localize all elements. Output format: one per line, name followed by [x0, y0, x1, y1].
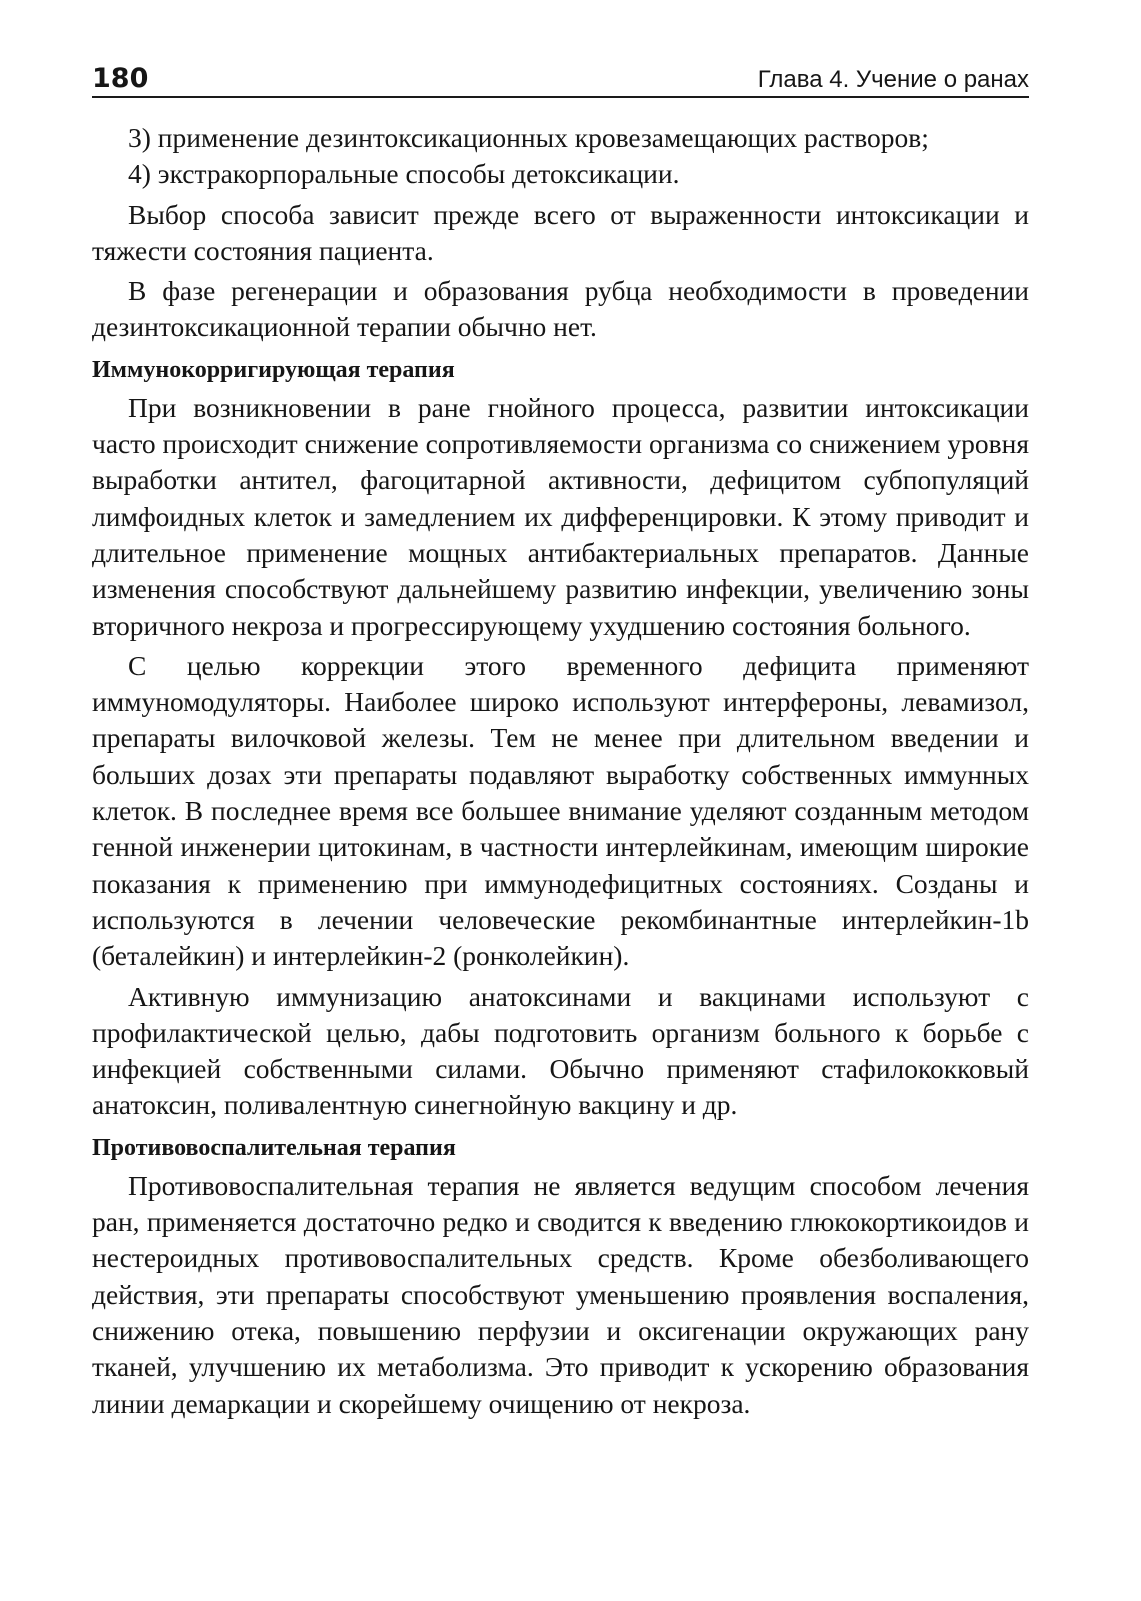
- paragraph-active-immunization: Активную иммунизацию анатоксинами и вакцинами используют с профилактической целью, дабы подготовить организм больного к борьбе с инфекцией собственными силами. Обычно применяют стафилококковый анатоксин, поливалентную синегнойную вакцину и др.: [92, 980, 1029, 1121]
- running-head: [92, 58, 1029, 98]
- list-item-4: 4) экстракорпоральные способы детоксикации.: [128, 158, 680, 190]
- paragraph-regeneration-phase: В фазе регенерации и образования рубца необходимости в проведении дезинтоксикационной терапии обычно нет.: [92, 275, 1029, 343]
- section-heading-anti-inflammatory: Противовоспалительная терапия: [92, 1134, 456, 1161]
- book-page: [92, 58, 1029, 1422]
- list-item-3: 3) применение дезинтоксикационных кровезамещающих растворов;: [128, 122, 929, 153]
- page-number: 180: [92, 63, 149, 94]
- paragraph-anti-inflammatory: Противовоспалительная терапия не является ведущим способом лечения ран, применяется достаточно редко и сводится к введению глюкокортикоидов и нестероидных противовоспалительных средств. Кроме обезболивающего действия, эти препараты способствуют уменьшению проявления воспаления, снижению отека, повышению перфузии и оксигенации окружающих рану тканей, улучшению их метаболизма. Это приводит к ускорению образования линии демаркации и скорейшему очищению от некроза.: [92, 1169, 1029, 1419]
- paragraph-method-choice: Выбор способа зависит прежде всего от выраженности интоксикации и тяжести состояния пациента.: [92, 198, 1029, 266]
- chapter-title: Глава 4. Учение о ранах: [757, 66, 1029, 93]
- paragraph-immunomodulators: С целью коррекции этого временного дефицита применяют иммуномодуляторы. Наиболее широко используют интерфероны, левамизол, препараты вилочковой железы. Тем не менее при длительном введении и больших дозах эти препараты подавляют выработку собственных иммунных клеток. В последнее время все большее внимание уделяют созданным методом генной инженерии цитокинам, в частности интерлейкинам, имеющим широкие показания к применению при иммунодефицитных состояниях. Созданы и используются в лечении человеческие рекомбинантные интерлейкин-1b (беталейкин) и интерлейкин-2 (ронколейкин).: [92, 649, 1029, 972]
- paragraph-immune-suppression: При возникновении в ране гнойного процесса, развитии интоксикации часто происходит снижение сопротивляемости организма со снижением уровня выработки антител, фагоцитарной активности, дефицитом субпопуляций лимфоидных клеток и замедлением их дифференцировки. К этому приводит и длительное применение мощных антибактериальных препаратов. Данные изменения способствуют дальнейшему развитию инфекции, увеличению зоны вторичного некроза и прогрессирующему ухудшению состояния больного.: [92, 391, 1029, 641]
- section-heading-immunocorrective: Иммунокорригирующая терапия: [92, 356, 455, 383]
